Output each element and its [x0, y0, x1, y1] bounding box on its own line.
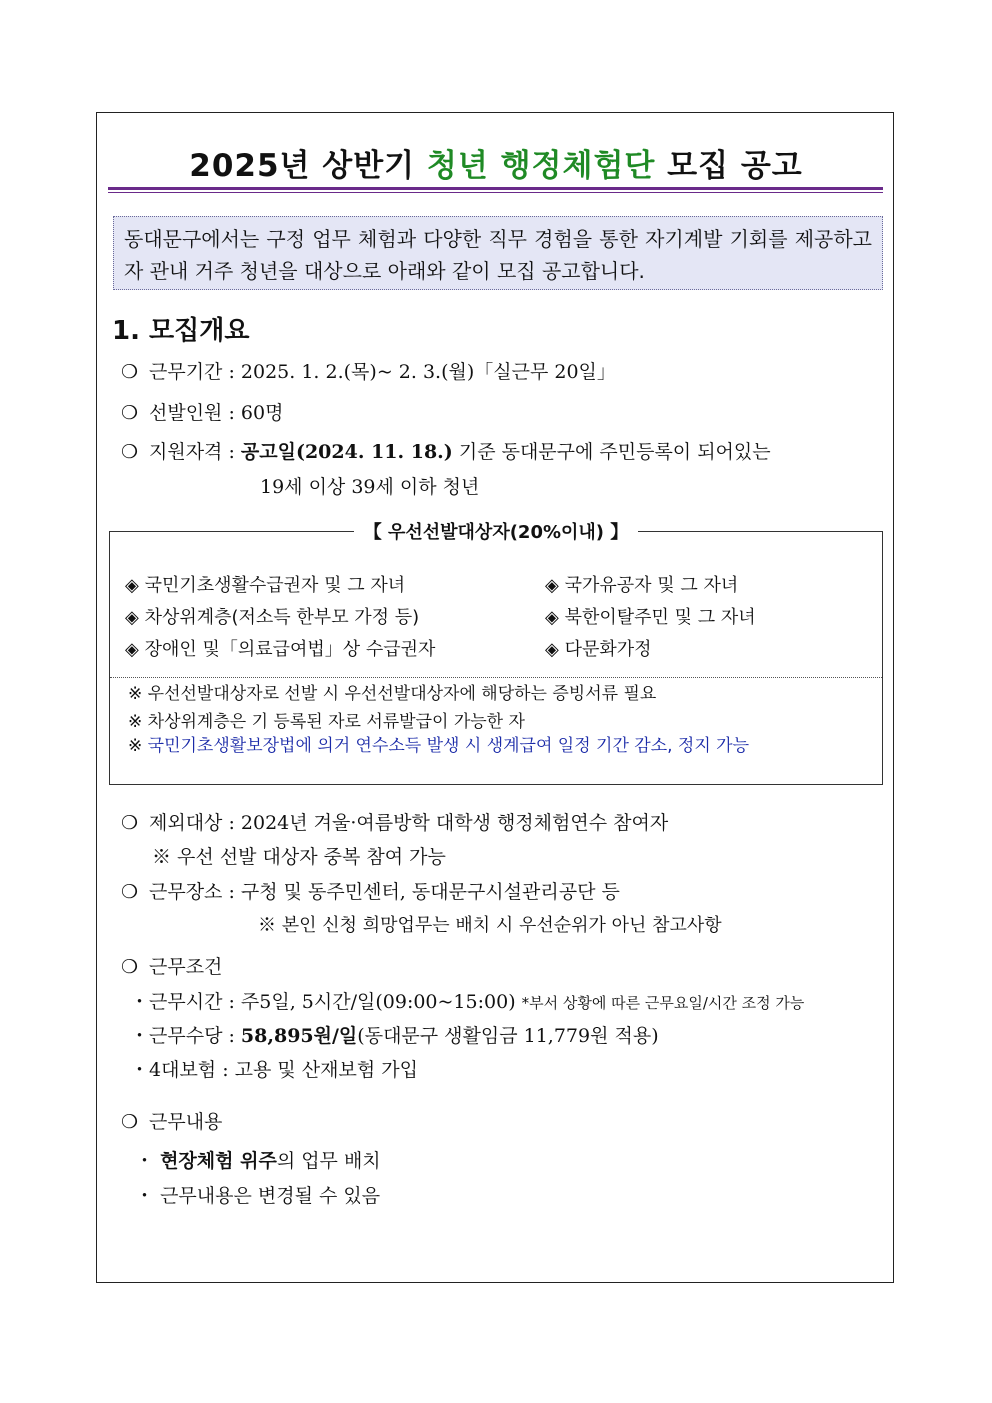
- count-line: [121, 398, 283, 425]
- dot-bullet-icon: ・: [130, 991, 150, 1013]
- note-mark: ※: [128, 736, 148, 756]
- content-item: [135, 1146, 381, 1173]
- exclusion-line: [121, 808, 668, 835]
- exclusion-note: ※ 우선 선발 대상자 중복 참여 가능: [152, 846, 446, 868]
- pay-label: 근무수당 :: [149, 1025, 241, 1047]
- priority-right-item: ◈ 다문화가정: [545, 639, 652, 660]
- circle-bullet-icon: ❍: [121, 1111, 139, 1133]
- content-item: [135, 1181, 380, 1208]
- priority-title-text: 【 우선선발대상자(20%이내) 】: [354, 522, 639, 543]
- qualification-rest: 기준 동대문구에 주민등록이 되어있는: [452, 441, 771, 463]
- title-part2: 모집 공고: [655, 148, 803, 184]
- exclusion-text: 제외대상 : 2024년 겨울·여름방학 대학생 행정체험연수 참여자: [149, 812, 669, 834]
- period-label: 근무기간 :: [149, 361, 241, 383]
- priority-left-item: ◈ 차상위계층(저소득 한부모 가정 등): [125, 607, 420, 628]
- title-highlight: 청년 행정체험단: [426, 148, 656, 184]
- dot-bullet-icon: ・: [135, 1185, 155, 1207]
- pay-line: [130, 1021, 659, 1048]
- priority-note: ※ 차상위계층은 기 등록된 자로 서류발급이 가능한 자: [128, 712, 525, 732]
- conditions-heading: [121, 952, 222, 979]
- title-rule-thick: [108, 187, 883, 190]
- dot-bullet-icon: ・: [130, 1059, 150, 1081]
- hours-note: *부서 상황에 따른 근무요일/시간 조정 가능: [521, 994, 805, 1012]
- priority-left-item: ◈ 장애인 및「의료급여법」상 수급권자: [125, 639, 436, 660]
- count-value: 60명: [240, 402, 284, 424]
- insurance-text: 4대보험 : 고용 및 산재보험 가입: [149, 1059, 418, 1081]
- priority-right-item: ◈ 국가유공자 및 그 자녀: [545, 575, 739, 596]
- pay-rest: (동대문구 생활임금 11,779원 적용): [357, 1025, 659, 1047]
- circle-bullet-icon: ❍: [121, 956, 139, 978]
- title-rule-thin: [108, 192, 883, 193]
- conditions-heading-text: 근무조건: [149, 956, 223, 978]
- priority-title: [0, 518, 992, 544]
- hours-value: 주5일, 5시간/일(09:00~15:00): [240, 991, 522, 1013]
- circle-bullet-icon: ❍: [121, 441, 139, 463]
- qualification-label: 지원자격 :: [149, 441, 241, 463]
- priority-note: ※ 우선선발대상자로 선발 시 우선선발대상자에 해당하는 증빙서류 필요: [128, 684, 657, 704]
- qualification-line2: 19세 이상 39세 이하 청년: [260, 476, 480, 498]
- intro-box: 동대문구에서는 구정 업무 체험과 다양한 직무 경험을 통한 자기계발 기회를 제공하고자 관내 거주 청년을 대상으로 아래와 같이 모집 공고합니다.: [113, 216, 883, 290]
- dot-bullet-icon: ・: [135, 1150, 155, 1172]
- priority-right-item: ◈ 북한이탈주민 및 그 자녀: [545, 607, 756, 628]
- period-value: 2025. 1. 2.(목)~ 2. 3.(월)「실근무 20일」: [240, 361, 616, 383]
- count-label: 선발인원 :: [149, 402, 241, 424]
- content-item-text: 근무내용은 변경될 수 있음: [160, 1185, 381, 1207]
- circle-bullet-icon: ❍: [121, 812, 139, 834]
- priority-left-item: ◈ 국민기초생활수급권자 및 그 자녀: [125, 575, 406, 596]
- content-item-rest: 의 업무 배치: [276, 1150, 381, 1172]
- note-blue-text: 국민기초생활보장법에 의거 연수소득 발생 시 생계급여 일정 기간 감소, 정지 가능: [147, 736, 750, 756]
- dot-bullet-icon: ・: [130, 1025, 150, 1047]
- period-line: [121, 357, 616, 384]
- title-part1: 2025년 상반기: [189, 148, 427, 184]
- qualification-date: 공고일(2024. 11. 18.): [240, 441, 453, 463]
- circle-bullet-icon: ❍: [121, 361, 139, 383]
- circle-bullet-icon: ❍: [121, 881, 139, 903]
- page-title: [0, 140, 992, 185]
- hours-label: 근무시간 :: [149, 991, 241, 1013]
- qualification-line: [121, 437, 771, 464]
- place-text: 근무장소 : 구청 및 동주민센터, 동대문구시설관리공단 등: [149, 881, 620, 903]
- section-heading: 1. 모집개요: [112, 316, 250, 346]
- content-heading-text: 근무내용: [149, 1111, 223, 1133]
- priority-divider: [110, 677, 882, 678]
- place-note: ※ 본인 신청 희망업무는 배치 시 우선순위가 아닌 참고사항: [258, 915, 722, 936]
- pay-amount: 58,895원/일: [240, 1025, 358, 1047]
- circle-bullet-icon: ❍: [121, 402, 139, 424]
- place-line: [121, 877, 620, 904]
- content-heading: [121, 1107, 222, 1134]
- hours-line: [130, 987, 804, 1014]
- content-item-bold: 현장체험 위주: [160, 1150, 277, 1172]
- insurance-line: [130, 1055, 418, 1082]
- priority-note-blue: [128, 733, 874, 759]
